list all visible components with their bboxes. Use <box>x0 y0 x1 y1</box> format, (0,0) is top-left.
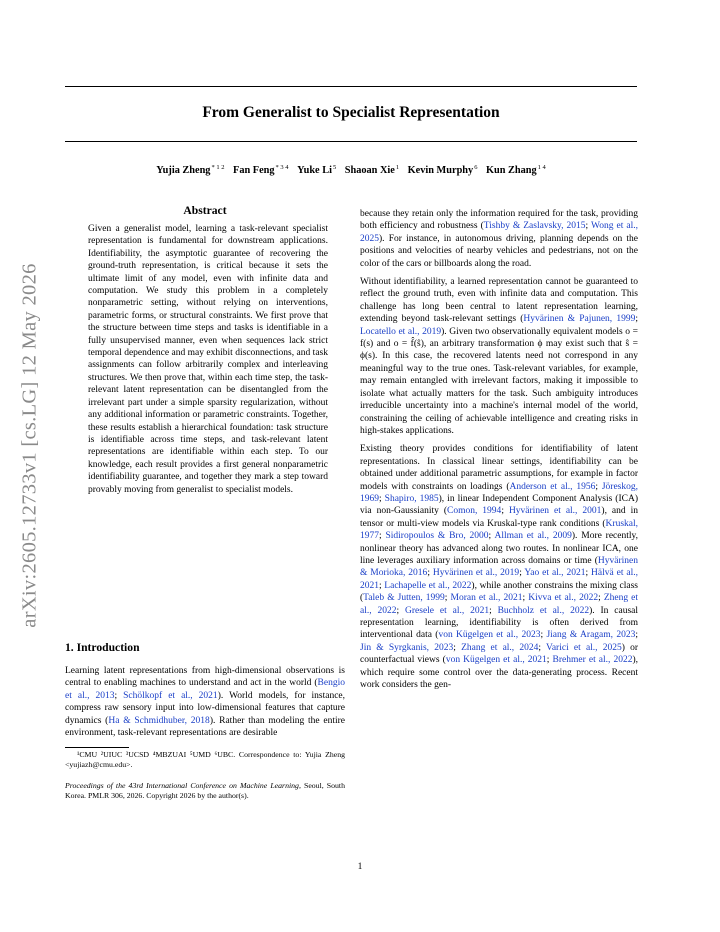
citation-link[interactable]: Bengio et al., 2013 <box>65 678 345 701</box>
citation-link[interactable]: Allman et al., 2009 <box>494 531 572 542</box>
citation-link[interactable]: Zhang et al., 2024 <box>461 642 539 653</box>
citation-link[interactable]: Ha & Schmidhuber, 2018 <box>108 715 210 726</box>
footnote-rule <box>65 747 129 748</box>
author: Yuke Li$^5$ <box>297 164 337 177</box>
author: Kevin Murphy$^6$ <box>407 164 478 177</box>
citation-link[interactable]: Lachapelle et al., 2022 <box>384 580 472 591</box>
title-bottom-rule <box>65 141 637 142</box>
paper-title: From Generalist to Specialist Representation <box>202 104 500 121</box>
page-number: 1 <box>357 862 363 872</box>
citation-link[interactable]: Hyvärinen et al., 2001 <box>508 506 602 517</box>
citation-link[interactable]: Anderson et al., 1956 <box>509 481 596 492</box>
citation-link[interactable]: Yao et al., 2021 <box>524 568 586 579</box>
citation-link[interactable]: Buchholz et al., 2022 <box>497 605 590 616</box>
citation-link[interactable]: von Kügelgen et al., 2021 <box>445 655 547 666</box>
citation-link[interactable]: Gresele et al., 2021 <box>405 605 490 616</box>
citation-link[interactable]: Jiang & Aragam, 2023 <box>546 630 636 641</box>
citation-link[interactable]: von Kügelgen et al., 2023 <box>438 630 541 641</box>
affiliation-footnote: ¹CMU ²UIUC ³UCSD ⁴MBZUAI ⁵UMD ⁶UBC. Correspondence to: Yujia Zheng <yujiazh@cmu.edu>. <box>65 750 345 769</box>
author: Yujia Zheng$^{* 1 2}$ <box>156 164 225 177</box>
arxiv-identifier: arXiv:2605.12733v1 [cs.LG] 12 May 2026 <box>18 262 41 628</box>
citation-link[interactable]: Hyvärinen & Morioka, 2016 <box>360 555 638 579</box>
citation-link[interactable]: Varici et al., 2025 <box>546 642 622 653</box>
citation-link[interactable]: Kivva et al., 2022 <box>528 593 599 604</box>
citation-link[interactable]: Schölkopf et al., 2021 <box>123 690 218 701</box>
body-paragraph: Existing theory provides conditions for identifiability of latent representations. In classical linear settings, identifiability can be obtained under additional parametric assumptions, for example in factor models with constraints on loadings (Anderson et al., 1956; Jöreskog, 1969; Shapiro, 1985), in linear Independent Component Analysis (ICA) via non-Gaussianity (Comon, 1994; Hyvärinen et al., 2001), and in tensor or multi-view models via Kruskal-type rank conditions (Kruskal, 1977; Sidiropoulos & Bro, 2000; Allman et al., 2009). More recently, nonlinear theory has advanced along two routes. In nonlinear ICA, one line leverages auxiliary information across domains or time (Hyvärinen & Morioka, 2016; Hyvärinen et al., 2019; Yao et al., 2021; Hälvä et al., 2021; Lachapelle et al., 2022), while another constrains the mixing class (Taleb & Jutten, 1999; Moran et al., 2021; Kivva et al., 2022; Zheng et al., 2022; Gresele et al., 2021; Buchholz et al., 2022). In causal representation learning, identifiability is often derived from interventional data (von Kügelgen et al., 2023; Jiang & Aragam, 2023; Jin & Syrgkanis, 2023; Zhang et al., 2024; Varici et al., 2025) or counterfactual views (von Kügelgen et al., 2021; Brehmer et al., 2022), which require some control over the data-generating process. Recent work considers the gen- <box>360 444 639 691</box>
body-paragraph: Without identifiability, a learned representation cannot be guaranteed to reflect the ground truth, even with infinite data and computation. This challenge has long been central to latent representation learning, extending beyond task-relevant settings (Hyvärinen & Pajunen, 1999; Locatello et al., 2019). Given two observationally equivalent models o = f(s) and o = f̂(ŝ), an arbitrary transformation ϕ may exist such that ŝ = ϕ(s). In this case, the recovered latents need not correspond in any meaningful way to the true ones. Task-relevant variables, for example, may remain entangled with irrelevant factors, making it impossible to isolate what actually matters for the task. Such ambiguity introduces irreducible uncertainty into a machine's internal model of the world, constraining the ceiling of achievable intelligence and creating risks in high-stakes applications. <box>360 277 638 436</box>
abstract-heading: Abstract <box>183 204 227 217</box>
author: Kun Zhang$^{1 4}$ <box>486 164 546 177</box>
citation-link[interactable]: Jöreskog, 1969 <box>360 481 638 504</box>
citation-link[interactable]: Kruskal, 1977 <box>360 518 638 542</box>
author: Fan Feng$^{* 3 4}$ <box>233 164 289 177</box>
citation-link[interactable]: Moran et al., 2021 <box>450 593 523 604</box>
citation-link[interactable]: Shapiro, 1985 <box>384 493 439 504</box>
citation-link[interactable]: Hyvärinen et al., 2019 <box>432 568 520 579</box>
citation-link[interactable]: Locatello et al., 2019 <box>360 326 442 337</box>
citation-link[interactable]: Sidiropoulos & Bro, 2000 <box>385 531 489 542</box>
left-column <box>65 204 345 496</box>
citation-link[interactable]: Taleb & Jutten, 1999 <box>363 593 445 604</box>
introduction-paragraph: Learning latent representations from high-dimensional observations is central to enabling machines to understand and act in the world (Bengio et al., 2013; Schölkopf et al., 2021). World models, for instance, compress raw sensory input into low-dimensional features that capture dynamics (Ha & Schmidhuber, 2018). Rather than modeling the entire environment, task-relevant representations are desirable <box>65 666 346 739</box>
title-top-rule <box>65 86 637 87</box>
citation-link[interactable]: Wong et al., 2025 <box>360 221 639 244</box>
arxiv-sidebar-stamp <box>6 210 54 680</box>
citation-link[interactable]: Hyvärinen & Pajunen, 1999 <box>523 314 636 325</box>
footnotes <box>65 750 345 801</box>
introduction-heading: 1. Introduction <box>65 641 140 654</box>
author-list <box>65 164 637 176</box>
citation-link[interactable]: Hälvä et al., 2021 <box>360 568 639 591</box>
citation-link[interactable]: Jin & Syrgkanis, 2023 <box>360 642 454 653</box>
author: Shaoan Xie$^1$ <box>344 164 400 177</box>
proceedings-note: Proceedings of the 43rd International Conference on Machine Learning, Seoul, South Korea. PMLR 306, 2026. Copyright 2026 by the author(s). <box>65 781 345 800</box>
citation-link[interactable]: Comon, 1994 <box>446 506 502 517</box>
citation-link[interactable]: Tishby & Zaslavsky, 2015 <box>483 221 586 232</box>
citation-link[interactable]: Zheng et al., 2022 <box>360 593 639 616</box>
citation-link[interactable]: Brehmer et al., 2022 <box>552 655 633 666</box>
body-paragraph: because they retain only the information required for the task, providing both efficiency and robustness (Tishby & Zaslavsky, 2015; Wong et al., 2025). For instance, in autonomous driving, planning depends on the positions and velocities of nearby vehicles and pedestrians, not on the color of the cars or billboards along the road. <box>360 209 639 269</box>
abstract-text: Given a generalist model, learning a task-relevant specialist representation is fundamental for downstream applications. Identifiability, the asymptotic guarantee of recovering the ground-truth representation, is critical because it sets the ultimate limit of any model, even with infinite data and computation. We study this problem in a completely nonparametric setting, without relying on interventions, parametric forms, or structural constraints. We first prove that the structure between time steps and tasks is identifiable in a fully unsupervised manner, even when sequences lack strict temporal dependence and may exhibit disconnections, and task assignments can follow arbitrarily complex and interleaving structures. We then prove that, within each time step, the task-relevant latent representation can be disentangled from the irrelevant part under a simple sparsity regularization, without any additional information or parametric constraints. Together, these results establish a hierarchical foundation: task structure is identifiable across time steps, and task-relevant latent representations are identifiable within each step. To our knowledge, each result provides a first general nonparametric identifiability guarantee, and together they mark a step toward provably moving from generalist to specialist models. <box>88 224 328 495</box>
right-column <box>360 208 638 697</box>
